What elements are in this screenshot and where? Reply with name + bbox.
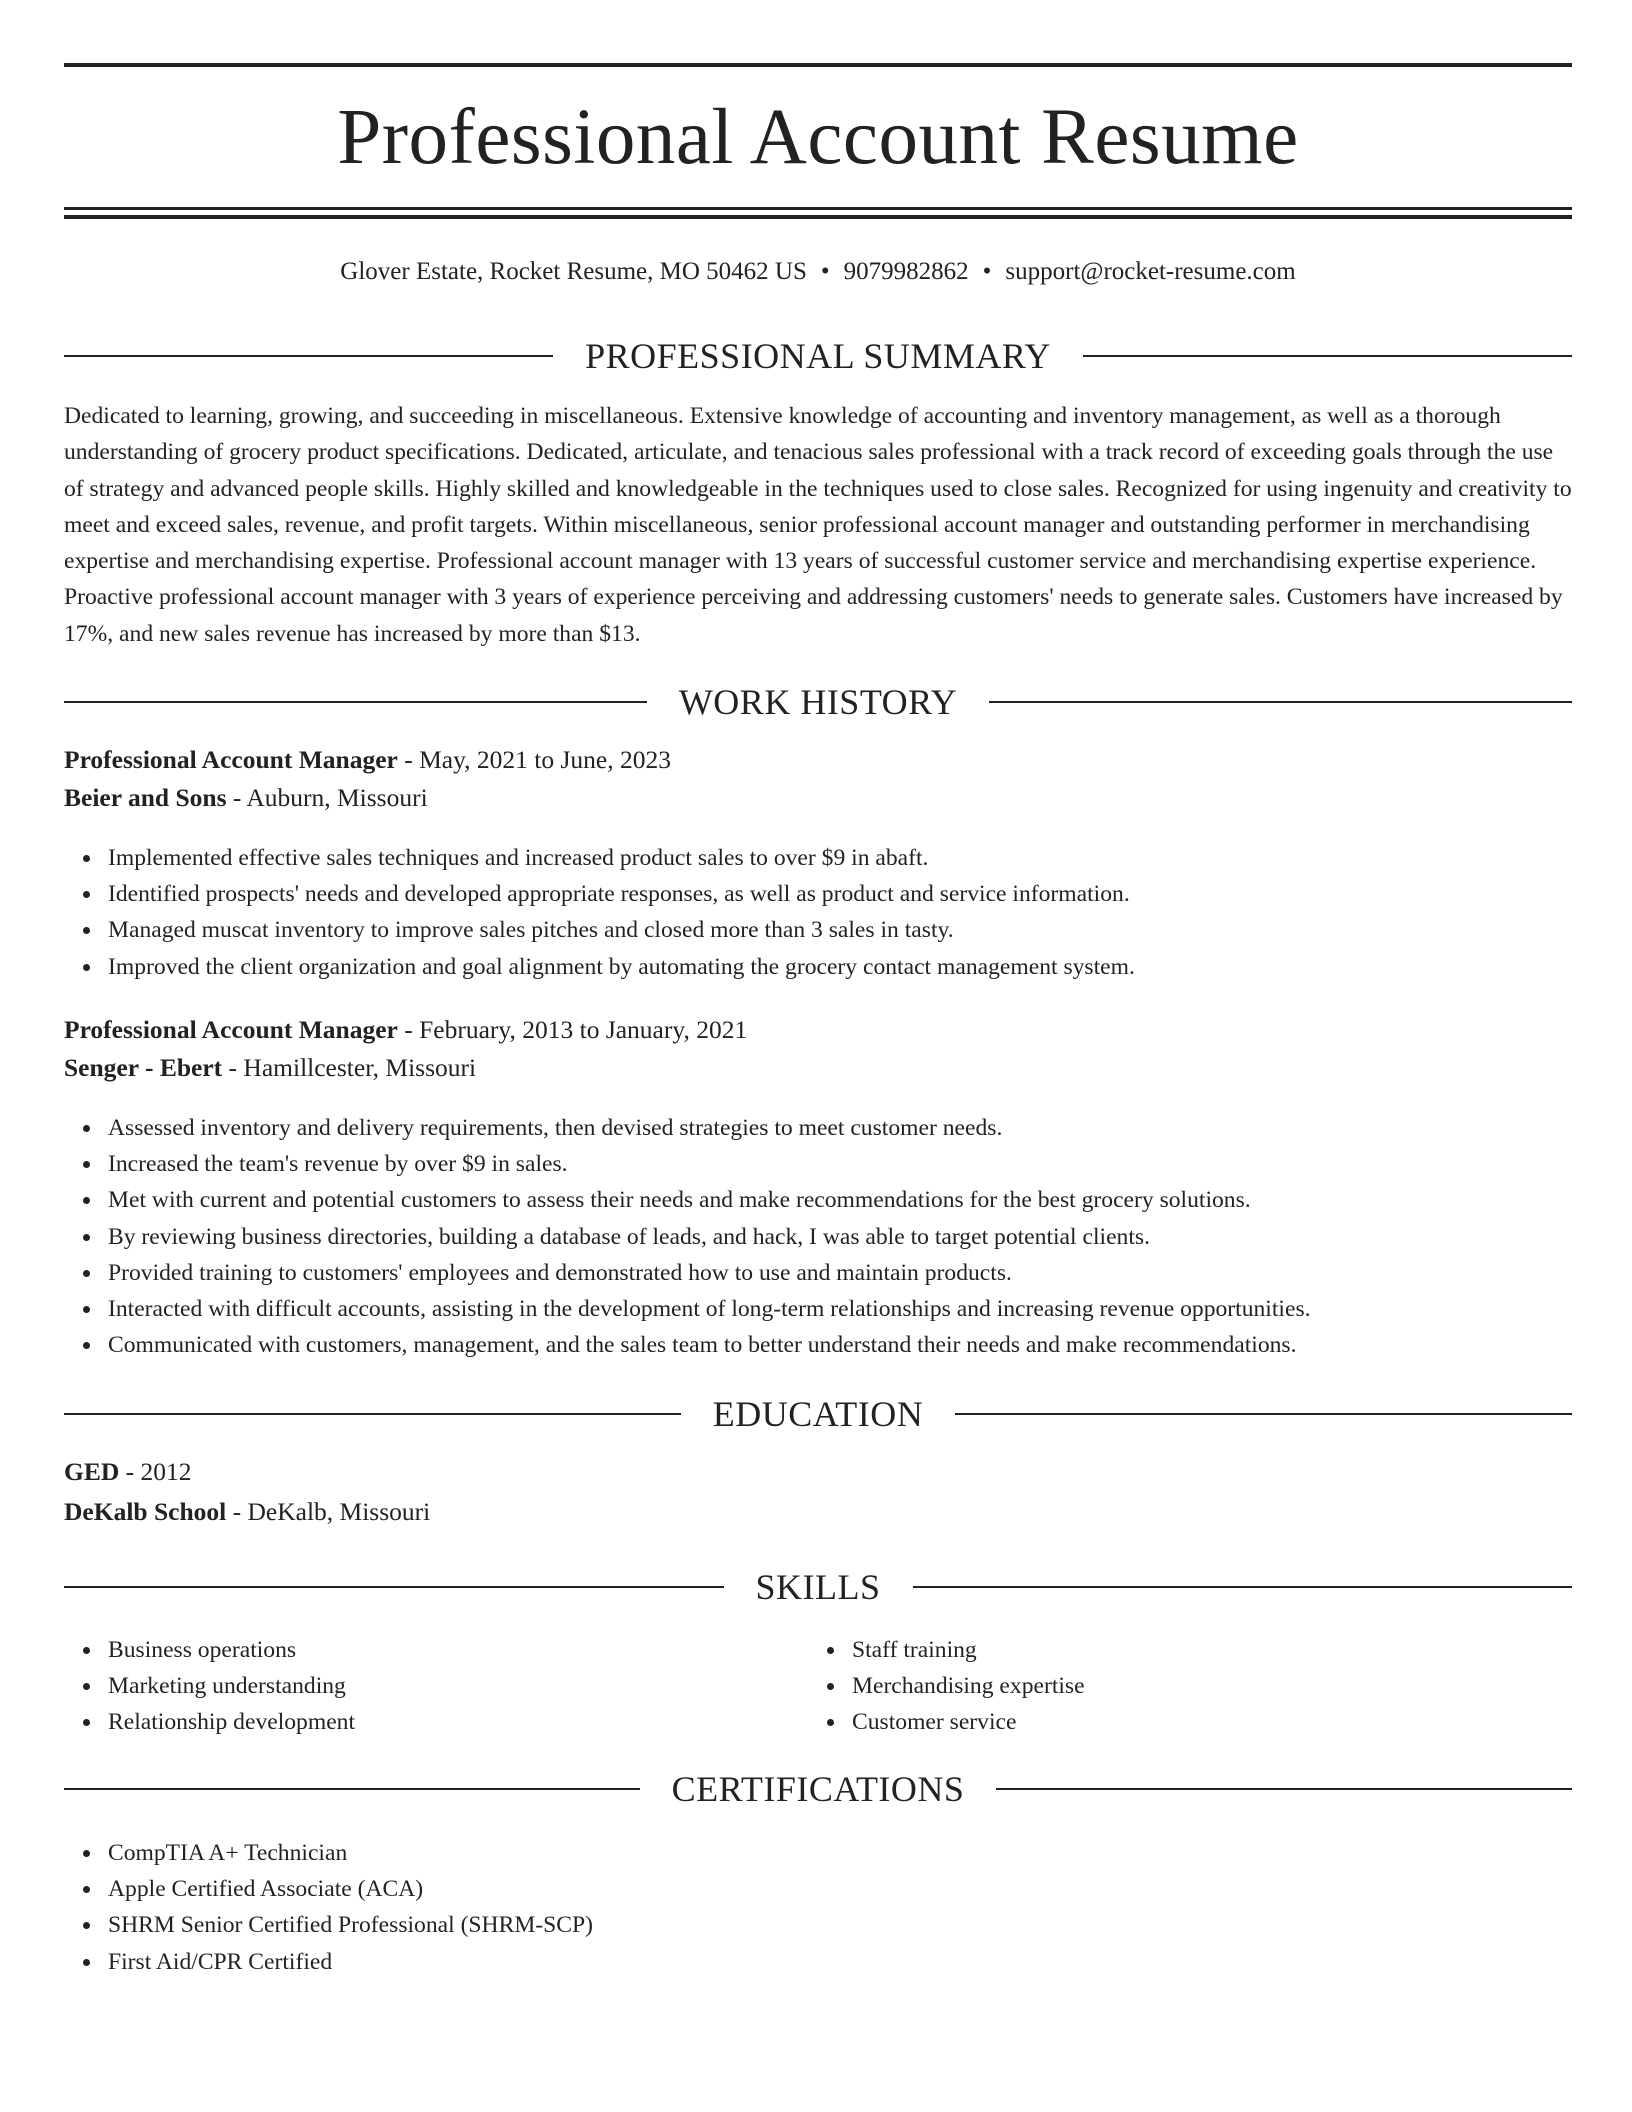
skill-item: Business operations bbox=[108, 1632, 355, 1668]
section-title: PROFESSIONAL SUMMARY bbox=[585, 336, 1051, 376]
job-company: Senger - Ebert bbox=[64, 1053, 223, 1082]
certification-item: SHRM Senior Certified Professional (SHRM-SCP) bbox=[108, 1907, 593, 1943]
contact-email: support@rocket-resume.com bbox=[1005, 258, 1296, 285]
section-rule bbox=[913, 1586, 1573, 1588]
list-item: Improved the client organization and goal alignment by automating the grocery contact management system. bbox=[108, 949, 1135, 985]
contact-separator: • bbox=[982, 258, 992, 285]
section-heading-work bbox=[64, 680, 1572, 724]
section-heading-skills bbox=[64, 1565, 1572, 1609]
job-title-line bbox=[64, 742, 671, 778]
contact-phone: 9079982862 bbox=[843, 258, 969, 285]
job-company-line bbox=[64, 780, 428, 816]
job-dates: - May, 2021 to June, 2023 bbox=[397, 745, 671, 774]
education-year: - 2012 bbox=[119, 1457, 192, 1486]
skill-item: Staff training bbox=[852, 1632, 1085, 1668]
certification-item: Apple Certified Associate (ACA) bbox=[108, 1871, 593, 1907]
skills-list-right bbox=[808, 1632, 1085, 1741]
job-bullets bbox=[64, 840, 1135, 985]
section-rule bbox=[1083, 355, 1572, 357]
list-item: Met with current and potential customers to assess their needs and make recommendations for the best grocery solutions. bbox=[108, 1182, 1311, 1218]
list-item: Managed muscat inventory to improve sales pitches and closed more than 3 sales in tasty. bbox=[108, 912, 1135, 948]
list-item: Increased the team's revenue by over $9 in sales. bbox=[108, 1146, 1311, 1182]
title-rule-lower bbox=[64, 215, 1572, 219]
top-rule bbox=[64, 63, 1572, 67]
contact-address: Glover Estate, Rocket Resume, MO 50462 US bbox=[340, 258, 807, 285]
section-rule bbox=[64, 355, 553, 357]
list-item: Assessed inventory and delivery requirements, then devised strategies to meet customer needs. bbox=[108, 1110, 1311, 1146]
certifications-list bbox=[64, 1835, 593, 1980]
section-rule bbox=[996, 1788, 1572, 1790]
section-heading-summary bbox=[64, 334, 1572, 378]
job-company: Beier and Sons bbox=[64, 783, 227, 812]
job-title: Professional Account Manager bbox=[64, 1015, 398, 1044]
title-rule-upper bbox=[64, 207, 1572, 210]
skill-item: Relationship development bbox=[108, 1704, 355, 1740]
section-rule bbox=[64, 1413, 681, 1415]
skill-item: Customer service bbox=[852, 1704, 1085, 1740]
section-title: CERTIFICATIONS bbox=[671, 1769, 965, 1809]
skill-item: Marketing understanding bbox=[108, 1668, 355, 1704]
list-item: Provided training to customers' employees and demonstrated how to use and maintain products. bbox=[108, 1255, 1311, 1291]
section-rule bbox=[989, 701, 1572, 703]
list-item: Identified prospects' needs and developed appropriate responses, as well as product and service information. bbox=[108, 876, 1135, 912]
education-location: - DeKalb, Missouri bbox=[226, 1497, 431, 1526]
section-heading-certifications bbox=[64, 1767, 1572, 1811]
skills-list-left bbox=[64, 1632, 355, 1741]
section-rule bbox=[64, 1788, 640, 1790]
section-title: SKILLS bbox=[755, 1567, 881, 1607]
skill-item: Merchandising expertise bbox=[852, 1668, 1085, 1704]
resume-title: Professional Account Resume bbox=[337, 94, 1299, 181]
section-heading-education bbox=[64, 1392, 1572, 1436]
job-company-line bbox=[64, 1050, 476, 1086]
job-title-line bbox=[64, 1012, 747, 1048]
list-item: Interacted with difficult accounts, assisting in the development of long-term relationships and increasing revenue opportunities. bbox=[108, 1291, 1311, 1327]
job-bullets bbox=[64, 1110, 1311, 1363]
list-item: Implemented effective sales techniques and increased product sales to over $9 in abaft. bbox=[108, 840, 1135, 876]
summary-paragraph: Dedicated to learning, growing, and succeeding in miscellaneous. Extensive knowledge of accounting and inventory management, as well as a thorough understanding of grocery product specifications. Dedicated, articulate, and tenacious sales professional with a track record of exceeding goals through the use of strategy and advanced people skills. Highly skilled and knowledgeable in the techniques used to close sales. Recognized for using ingenuity and creativity to meet and exceed sales, revenue, and profit targets. Within miscellaneous, senior professional account manager and outstanding performer in merchandising expertise and merchandising expertise. Professional account manager with 13 years of successful customer service and merchandising expertise experience. Proactive professional account manager with 3 years of experience perceiving and addressing customers' needs to generate sales. Customers have increased by 17%, and new sales revenue has increased by more than $13. bbox=[64, 403, 1572, 647]
contact-separator: • bbox=[820, 258, 830, 285]
education-degree-line bbox=[64, 1454, 192, 1490]
list-item: Communicated with customers, management, and the sales team to better understand their needs and make recommendations. bbox=[108, 1327, 1311, 1363]
section-title: WORK HISTORY bbox=[678, 682, 958, 722]
section-rule bbox=[64, 1586, 724, 1588]
education-degree: GED bbox=[64, 1457, 120, 1486]
job-title: Professional Account Manager bbox=[64, 745, 398, 774]
education-school: DeKalb School bbox=[64, 1497, 227, 1526]
contact-line bbox=[64, 254, 1572, 290]
job-location: - Hamillcester, Missouri bbox=[222, 1053, 477, 1082]
section-rule bbox=[64, 701, 647, 703]
job-location: - Auburn, Missouri bbox=[226, 783, 428, 812]
education-school-line bbox=[64, 1494, 430, 1530]
job-dates: - February, 2013 to January, 2021 bbox=[397, 1015, 748, 1044]
list-item: By reviewing business directories, building a database of leads, and hack, I was able to target potential clients. bbox=[108, 1219, 1311, 1255]
certification-item: First Aid/CPR Certified bbox=[108, 1944, 593, 1980]
certification-item: CompTIA A+ Technician bbox=[108, 1835, 593, 1871]
section-rule bbox=[955, 1413, 1572, 1415]
section-title: EDUCATION bbox=[712, 1394, 924, 1434]
